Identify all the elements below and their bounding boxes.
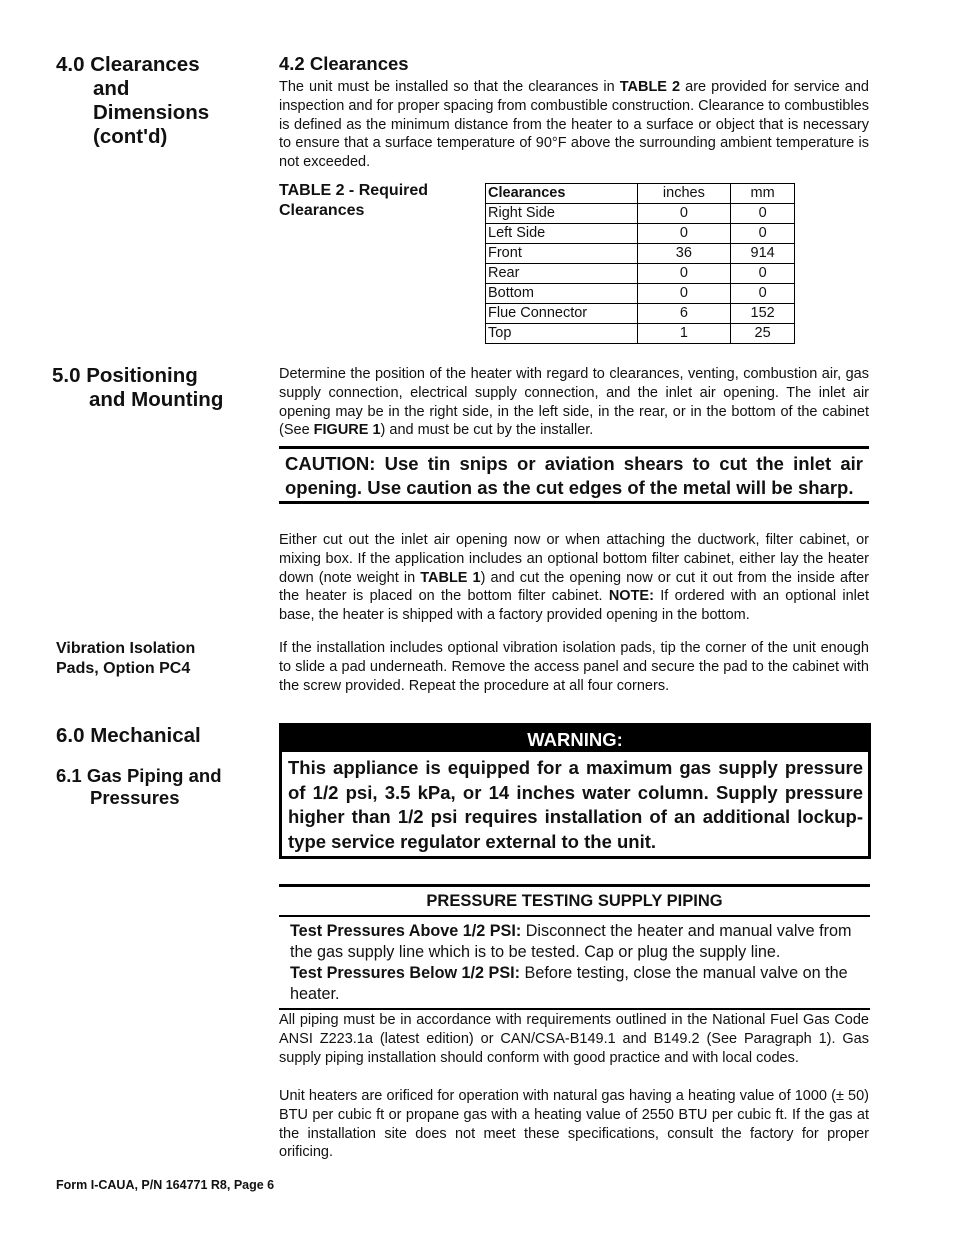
table-2-caption	[279, 181, 428, 221]
vibration-isolation-heading	[56, 639, 195, 679]
section-4-heading-line4: (cont'd)	[93, 125, 168, 148]
caution-box: CAUTION: Use tin snips or aviation shears to cut the inlet air opening. Use caution as the cut edges of the metal will be sharp.	[279, 446, 869, 504]
table-cell: Right Side	[486, 204, 638, 224]
page-footer: Form I-CAUA, P/N 164771 R8, Page 6	[56, 1178, 275, 1192]
table-row	[486, 324, 795, 344]
table-header-row	[486, 184, 795, 204]
gas-piping-heading-line2: Pressures	[90, 787, 180, 808]
test-below-item	[290, 963, 860, 1005]
note-label: NOTE:	[608, 588, 654, 605]
section-4-heading-line1: 4.0 Clearances	[56, 53, 200, 76]
vibration-heading-line2: Pads, Option PC4	[56, 660, 191, 677]
inlet-opening-paragraph	[279, 531, 869, 625]
table-header-cell: Clearances	[486, 184, 638, 204]
figure-1-reference: FIGURE 1	[313, 422, 381, 439]
table-cell: Front	[486, 244, 638, 264]
table-row	[486, 264, 795, 284]
table-row	[486, 304, 795, 324]
table-cell: 25	[731, 324, 795, 344]
test-above-item	[290, 921, 860, 963]
section-5-heading	[52, 364, 223, 412]
test-above-text: Disconnect the heater and manual valve from the gas supply line which is to be tested. Cap or plug the supply line.	[290, 922, 852, 961]
orificing-paragraph: Unit heaters are orificed for operation with natural gas having a heating value of 1000 (± 50) BTU per cubic ft or propane gas with a heating value of 2550 BTU per cubic ft. If the gas at the installation site does not meet these specifications, consult the factory for proper orificing.	[279, 1088, 869, 1161]
positioning-text-b: ) and must be cut by the installer.	[380, 422, 594, 439]
clearances-table	[485, 183, 795, 344]
table-caption-line2: Clearances	[279, 202, 365, 219]
piping-requirements-paragraph: All piping must be in accordance with requirements outlined in the National Fuel Gas Code ANSI Z223.1a (latest edition) or CAN/CSA-B149.1 and B149.2 (See Paragraph 1). Gas supply piping installation should conform with good practice and with local codes.	[279, 1012, 869, 1066]
table-cell: 0	[731, 264, 795, 284]
pressure-testing-body	[279, 917, 870, 1010]
table-header-cell: mm	[731, 184, 795, 204]
warning-title: WARNING:	[282, 726, 868, 752]
section-6-1-heading	[56, 765, 222, 809]
table-cell: 0	[731, 204, 795, 224]
table-header-cell: inches	[637, 184, 731, 204]
table-cell: 0	[637, 284, 731, 304]
table-cell: Left Side	[486, 224, 638, 244]
test-above-label: Test Pressures Above 1/2 PSI:	[290, 922, 522, 940]
warning-text: This appliance is equipped for a maximum gas supply pressure of 1/2 psi, 3.5 kPa, or 14 inches water column. Supply pressure higher than 1/2 psi requires installation of an additional lockup-type service regulator external to the unit.	[288, 757, 863, 852]
table-row	[486, 284, 795, 304]
table-cell: 0	[637, 204, 731, 224]
vibration-paragraph: If the installation includes optional vibration isolation pads, tip the corner of the unit enough to slide a pad underneath. Remove the access panel and secure the pad to the cabinet with the screw provided. Repeat the procedure at all four corners.	[279, 640, 869, 694]
table-cell: 0	[731, 284, 795, 304]
inlet-text-a: Either cut out the inlet air opening now or when attaching the ductwork, filter cabinet, or mixing box. If the application includes an optional bottom filter cabinet, either lay the heater down (note weight in	[279, 532, 869, 586]
table-cell: 36	[637, 244, 731, 264]
test-below-text: Before testing, close the manual valve on the heater.	[290, 964, 848, 1003]
table-row	[486, 224, 795, 244]
table-cell: Flue Connector	[486, 304, 638, 324]
table-cell: Top	[486, 324, 638, 344]
table-row	[486, 204, 795, 224]
section-4-2-title: 4.2 Clearances	[279, 53, 409, 74]
test-below-label: Test Pressures Below 1/2 PSI:	[290, 964, 521, 982]
clearances-text-b: are provided for service and inspection and for proper spacing from combustible construction. Clearance to combustibles is defined as the minimum distance from the heater to a surface or object that is necessary to ensure that a surface temperature of 90°F above the surrounding ambient temperature is not exceeded.	[279, 79, 869, 171]
table-1-reference: TABLE 1	[420, 569, 481, 586]
inlet-text-b: ) and cut the opening now or cut it out from the inside after the heater is placed on the bottom filter cabinet.	[279, 569, 869, 605]
table-cell: 0	[731, 224, 795, 244]
positioning-paragraph	[279, 365, 869, 440]
table-2-reference: TABLE 2	[619, 79, 681, 95]
table-caption-line1: TABLE 2 - Required	[279, 182, 429, 199]
section-5-heading-line1: 5.0 Positioning	[52, 364, 198, 387]
table-cell: 6	[637, 304, 731, 324]
clearances-text-a: The unit must be installed so that the clearances in	[279, 79, 620, 95]
table-cell: 914	[731, 244, 795, 264]
section-4-heading-line2: and	[93, 77, 130, 100]
section-5-heading-line2: and Mounting	[89, 388, 224, 411]
table-cell: 1	[637, 324, 731, 344]
table-cell: Rear	[486, 264, 638, 284]
clearances-paragraph	[279, 78, 869, 172]
gas-piping-heading-line1: 6.1 Gas Piping and	[56, 765, 222, 786]
table-cell: Bottom	[486, 284, 638, 304]
table-cell: 0	[637, 264, 731, 284]
warning-box	[279, 723, 871, 859]
section-4-heading-line3: Dimensions	[93, 101, 210, 124]
section-4-heading	[56, 53, 209, 149]
pressure-testing-title: PRESSURE TESTING SUPPLY PIPING	[279, 884, 870, 917]
positioning-text-a: Determine the position of the heater with regard to clearances, venting, combustion air, gas supply connection, electrical supply connection, and the inlet air opening. The inlet air opening may be in the right side, in the left side, in the rear, or in the bottom of the cabinet (See	[279, 366, 869, 439]
table-row	[486, 244, 795, 264]
section-6-heading: 6.0 Mechanical	[56, 724, 201, 747]
table-cell: 152	[731, 304, 795, 324]
table-cell: 0	[637, 224, 731, 244]
vibration-heading-line1: Vibration Isolation	[56, 640, 196, 657]
pressure-testing-box	[279, 884, 870, 1010]
inlet-text-c: If ordered with an optional inlet base, the heater is shipped with a factory provided opening in the bottom.	[279, 588, 869, 624]
